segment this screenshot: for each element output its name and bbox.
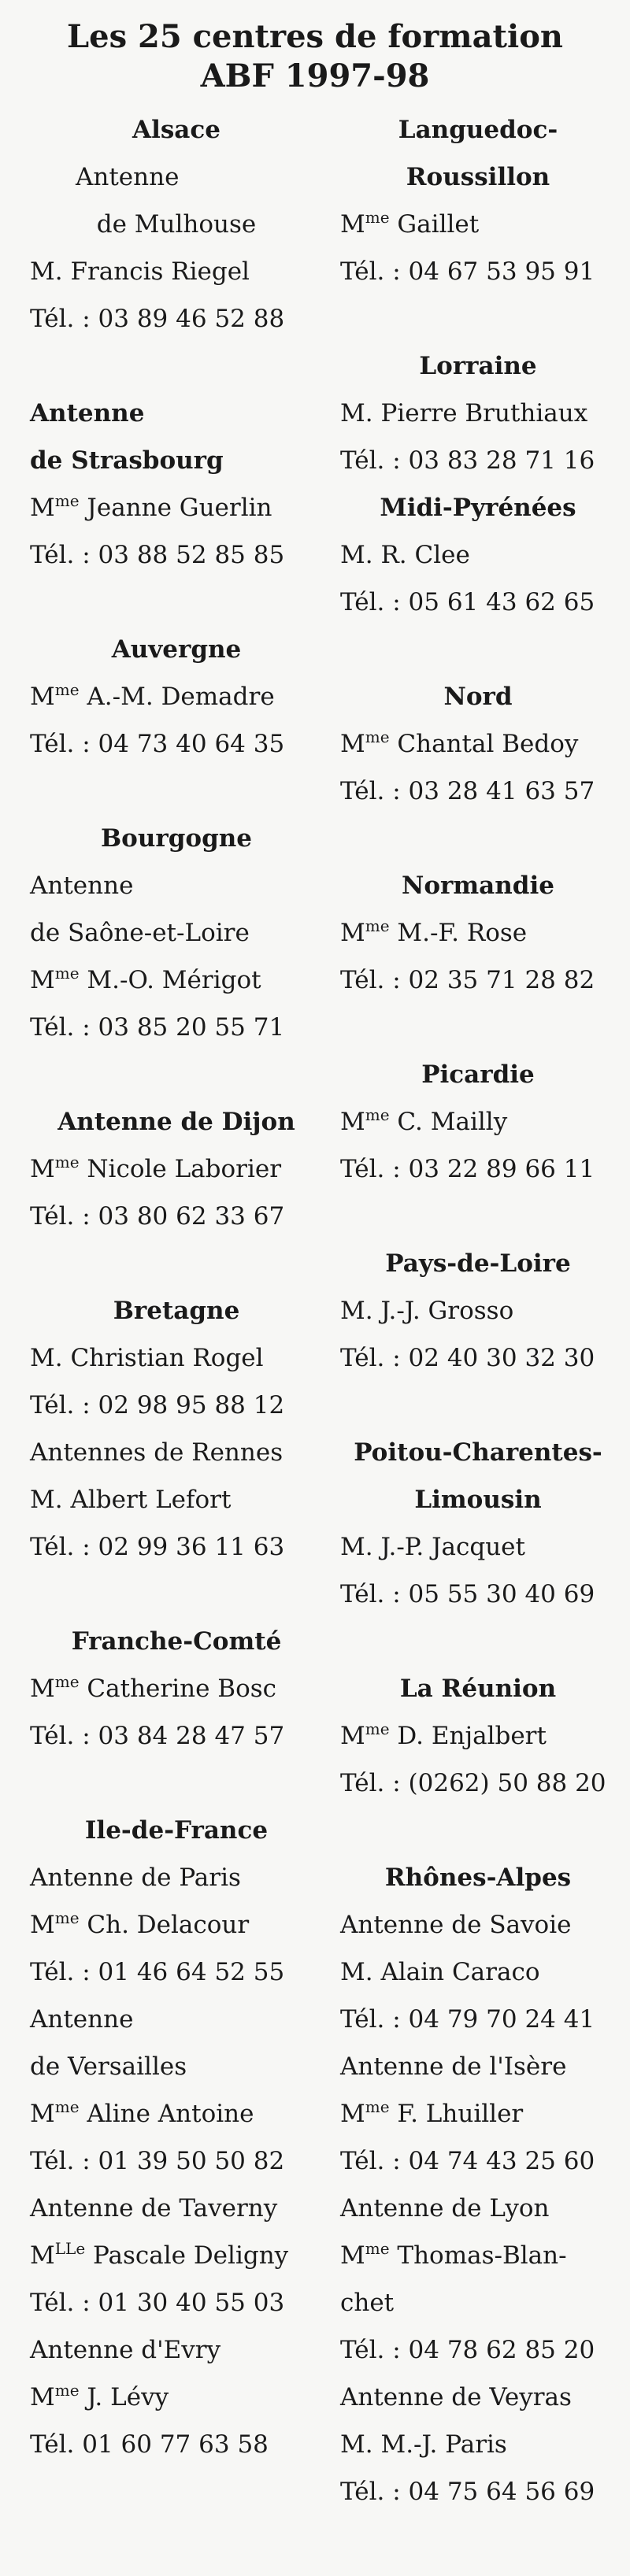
phone-number: Tél. : 04 75 64 56 69 xyxy=(340,2478,595,2506)
entry-dijon xyxy=(30,1098,323,1240)
entry-franche-comte xyxy=(30,1618,323,1760)
region-heading: Pays-de-Loire xyxy=(385,1249,571,1278)
contact-name: M. Alain Caraco xyxy=(340,1958,540,1986)
phone-number: Tél. : 04 73 40 64 35 xyxy=(30,730,285,758)
phone-number: Tél. : (0262) 50 88 20 xyxy=(340,1769,606,1797)
antenne-city: de Strasbourg xyxy=(30,446,224,475)
phone-number: Tél. : 03 22 89 66 11 xyxy=(340,1155,595,1183)
entry-la-reunion xyxy=(340,1665,616,1807)
contact-name: $M^{me}$ C. Mailly xyxy=(340,1105,508,1136)
entry-rhones-alpes xyxy=(340,1854,616,2515)
contact-name-cont: chet xyxy=(340,2289,395,2317)
antenne-city: de Saône-et-Loire xyxy=(30,919,250,947)
antenne-label: Antenne xyxy=(30,399,145,427)
antenne-label: Antenne de l'Isère xyxy=(340,2052,567,2081)
entry-alsace xyxy=(30,106,323,342)
contact-name: $M^{me}$ J. Lévy xyxy=(30,2381,169,2411)
region-heading: Lorraine xyxy=(419,352,537,380)
contact-name: $M^{LLe}$ Pascale Deligny xyxy=(30,2239,289,2270)
antenne-label: Antenne d'Evry xyxy=(30,2336,221,2364)
contact-name: $M^{me}$ D. Enjalbert xyxy=(340,1719,547,1750)
phone-number: Tél. : 01 30 40 55 03 xyxy=(30,2289,285,2317)
phone-number: Tél. : 02 40 30 32 30 xyxy=(340,1344,595,1372)
phone-number: Tél. : 03 88 52 85 85 xyxy=(30,541,285,569)
contact-name: M. Pierre Bruthiaux xyxy=(340,399,588,427)
region-heading: Rhônes-Alpes xyxy=(384,1864,572,1892)
page-title xyxy=(0,0,630,96)
antenne-city: de Mulhouse xyxy=(96,210,257,239)
contact-name: $M^{me}$ Chantal Bedoy xyxy=(340,727,579,758)
region-heading: Alsace xyxy=(132,116,220,144)
contact-name: $M^{me}$ Ch. Delacour xyxy=(30,1908,250,1939)
phone-number: Tél. : 03 89 46 52 88 xyxy=(30,305,285,333)
contact-name: M. Francis Riegel xyxy=(30,257,250,286)
phone-number: Tél. : 02 99 36 11 63 xyxy=(30,1533,285,1561)
contact-name: $M^{me}$ Nicole Laborier xyxy=(30,1153,282,1183)
entry-lorraine xyxy=(340,342,616,484)
entry-languedoc-roussillon xyxy=(340,106,616,295)
region-heading-cont: Limousin xyxy=(414,1486,542,1514)
region-heading: Normandie xyxy=(402,872,554,900)
entry-ile-de-france xyxy=(30,1807,323,2468)
antenne-label: Antenne de Taverny xyxy=(30,2194,278,2223)
region-heading: Poitou-Charentes- xyxy=(354,1438,602,1467)
contact-name: $M^{me}$ M.-F. Rose xyxy=(340,916,528,947)
phone-number: Tél. 01 60 77 63 58 xyxy=(30,2430,269,2459)
left-column xyxy=(30,106,323,2468)
entry-nord xyxy=(340,673,616,815)
phone-number: Tél. : 05 55 30 40 69 xyxy=(340,1580,595,1608)
contact-name: M. Albert Lefort xyxy=(30,1486,232,1514)
entry-midi-pyrenees xyxy=(340,484,616,626)
phone-number: Tél. : 03 28 41 63 57 xyxy=(340,777,595,805)
region-heading: Languedoc- xyxy=(398,116,558,144)
phone-number: Tél. : 01 46 64 52 55 xyxy=(30,1958,285,1986)
title-line-2: ABF 1997-98 xyxy=(200,57,430,94)
contact-name: $M^{me}$ Jeanne Guerlin xyxy=(30,491,272,522)
antenne-label: Antenne de Lyon xyxy=(340,2194,550,2223)
entry-bretagne xyxy=(30,1287,323,1571)
contact-name: M. Christian Rogel xyxy=(30,1344,264,1372)
region-heading: Franche-Comté xyxy=(71,1627,282,1656)
contact-name: $M^{me}$ M.-O. Mérigot xyxy=(30,964,261,994)
phone-number: Tél. : 05 61 43 62 65 xyxy=(340,588,595,616)
right-column xyxy=(340,106,616,2515)
antenne-city: de Versailles xyxy=(30,2052,187,2081)
phone-number: Tél. : 03 84 28 47 57 xyxy=(30,1722,285,1750)
contact-name: M. J.-P. Jacquet xyxy=(340,1533,525,1561)
region-heading: Nord xyxy=(443,683,513,711)
region-heading: La Réunion xyxy=(399,1675,557,1703)
title-line-1: Les 25 centres de formation xyxy=(67,18,563,55)
phone-number: Tél. : 03 80 62 33 67 xyxy=(30,1202,285,1231)
region-heading: Antenne de Dijon xyxy=(57,1108,295,1136)
contact-name: M. R. Clee xyxy=(340,541,470,569)
region-heading: Bourgogne xyxy=(100,824,253,853)
contact-name: M. M.-J. Paris xyxy=(340,2430,507,2459)
region-heading: Picardie xyxy=(421,1060,535,1089)
phone-number: Tél. : 02 35 71 28 82 xyxy=(340,966,595,994)
entry-strasbourg xyxy=(30,390,323,579)
region-heading: Midi-Pyrénées xyxy=(380,494,576,522)
phone-number: Tél. : 04 74 43 25 60 xyxy=(340,2147,595,2175)
antenne-label: Antenne xyxy=(30,872,134,900)
entry-poitou-charentes-limousin xyxy=(340,1429,616,1618)
phone-number: Tél. : 03 85 20 55 71 xyxy=(30,1013,285,1042)
phone-number: Tél. : 04 79 70 24 41 xyxy=(340,2005,595,2034)
phone-number: Tél. : 03 83 28 71 16 xyxy=(340,446,595,475)
antenne-label: Antenne de Paris xyxy=(30,1864,241,1892)
antenne-label: Antenne xyxy=(30,2005,134,2034)
antenne-label: Antenne de Savoie xyxy=(340,1911,572,1939)
contact-name: $M^{me}$ Thomas-Blan- xyxy=(340,2239,567,2270)
contact-name: $M^{me}$ A.-M. Demadre xyxy=(30,680,275,711)
antenne-label: Antenne xyxy=(76,163,180,191)
entry-auvergne xyxy=(30,626,323,768)
contact-name: $M^{me}$ Aline Antoine xyxy=(30,2097,254,2128)
phone-number: Tél. : 01 39 50 50 82 xyxy=(30,2147,285,2175)
entry-normandie xyxy=(340,862,616,1004)
entry-picardie xyxy=(340,1051,616,1193)
region-heading: Ile-de-France xyxy=(84,1816,269,1845)
phone-number: Tél. : 04 78 62 85 20 xyxy=(340,2336,595,2364)
contact-name: M. J.-J. Grosso xyxy=(340,1297,514,1325)
contact-name: $M^{me}$ F. Lhuiller xyxy=(340,2097,524,2128)
antenne-label: Antennes de Rennes xyxy=(30,1438,284,1467)
region-heading: Bretagne xyxy=(113,1297,240,1325)
contact-name: $M^{me}$ Gaillet xyxy=(340,208,480,239)
contact-name: $M^{me}$ Catherine Bosc xyxy=(30,1672,276,1703)
region-heading-cont: Roussillon xyxy=(406,163,550,191)
entry-pays-de-loire xyxy=(340,1240,616,1382)
region-heading: Auvergne xyxy=(111,635,242,664)
entry-bourgogne xyxy=(30,815,323,1051)
phone-number: Tél. : 04 67 53 95 91 xyxy=(340,257,595,286)
antenne-label: Antenne de Veyras xyxy=(340,2383,572,2411)
phone-number: Tél. : 02 98 95 88 12 xyxy=(30,1391,285,1419)
